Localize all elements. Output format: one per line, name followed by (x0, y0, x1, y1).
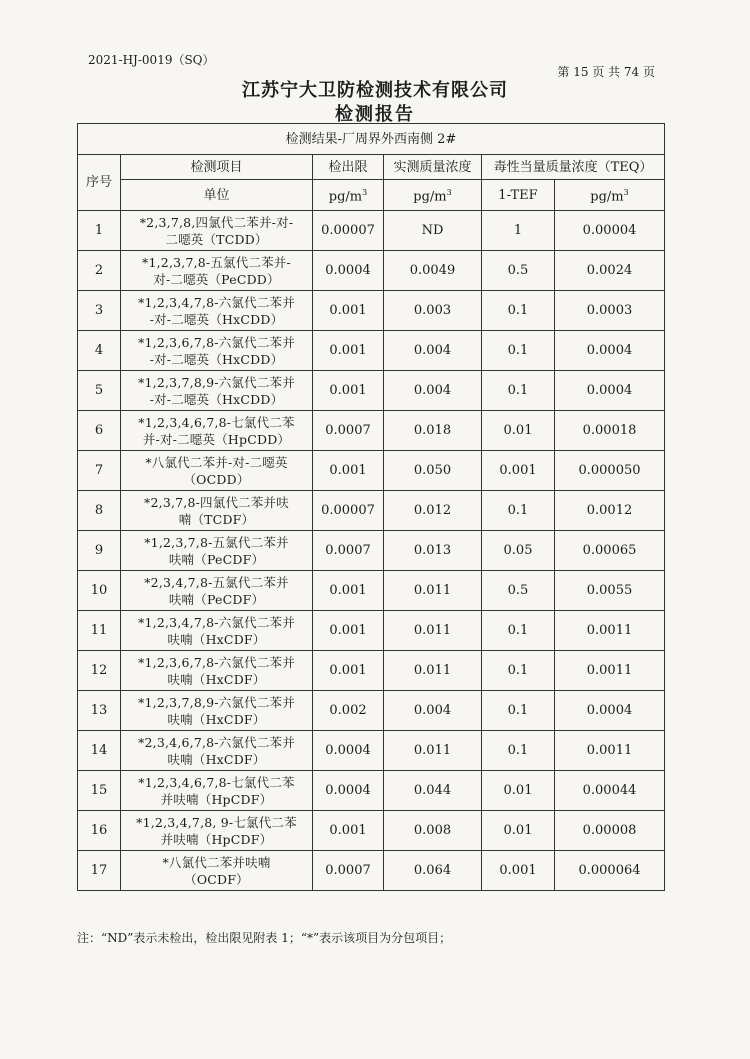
item-cell (121, 251, 313, 291)
tef-value: 0.1 (482, 731, 555, 771)
item-header: 检测项目 (121, 155, 313, 180)
item-name-line-1: *2,3,7,8,四氯代二苯并-对- (139, 214, 294, 230)
teq-header: 毒性当量质量浓度（TEQ） (482, 155, 665, 180)
item-name-line-2: 呋喃（HxCDF） (167, 671, 266, 687)
table-row (78, 731, 665, 771)
detection-limit: 0.001 (313, 331, 384, 371)
table-row (78, 291, 665, 331)
measured-value: 0.012 (384, 491, 482, 531)
tef-header: 1-TEF (482, 180, 555, 211)
measured-value: 0.050 (384, 451, 482, 491)
header-row-1 (78, 155, 665, 180)
item-name-line-1: *1,2,3,4,7,8, 9-七氯代二苯 (136, 814, 297, 830)
unit-text: pg/m (590, 189, 624, 205)
tef-value: 0.1 (482, 491, 555, 531)
teq-value: 0.0003 (555, 291, 665, 331)
teq-value: 0.0011 (555, 651, 665, 691)
unit-exponent: 3 (446, 188, 452, 198)
tef-value: 0.05 (482, 531, 555, 571)
table-row (78, 571, 665, 611)
item-name-line-1: *八氯代二苯并-对-二噁英 (145, 454, 288, 470)
table-row (78, 531, 665, 571)
unit-exponent: 3 (623, 188, 629, 198)
results-table (77, 123, 665, 891)
item-cell (121, 451, 313, 491)
row-number: 9 (78, 531, 121, 571)
item-name-line-2: （OCDD） (183, 471, 250, 487)
tef-value: 1 (482, 211, 555, 251)
teq-value: 0.0055 (555, 571, 665, 611)
lod-header: 检出限 (313, 155, 384, 180)
detection-limit: 0.002 (313, 691, 384, 731)
detection-limit: 0.001 (313, 291, 384, 331)
teq-value: 0.0004 (555, 371, 665, 411)
tef-value: 0.01 (482, 771, 555, 811)
header-row-2 (78, 180, 665, 211)
teq-value: 0.0012 (555, 491, 665, 531)
row-number: 6 (78, 411, 121, 451)
item-cell (121, 611, 313, 651)
measured-value: 0.064 (384, 851, 482, 891)
item-cell (121, 331, 313, 371)
item-cell (121, 571, 313, 611)
teq-value: 0.00065 (555, 531, 665, 571)
unit-exponent: 3 (362, 188, 368, 198)
item-name-line-2: -对-二噁英（HxCDD） (149, 391, 284, 407)
measured-header: 实测质量浓度 (384, 155, 482, 180)
row-number: 10 (78, 571, 121, 611)
row-number: 4 (78, 331, 121, 371)
detection-limit: 0.00007 (313, 491, 384, 531)
teq-value: 0.000050 (555, 451, 665, 491)
tef-value: 0.01 (482, 411, 555, 451)
measured-value: 0.004 (384, 331, 482, 371)
measured-value: 0.004 (384, 371, 482, 411)
measured-value: 0.0049 (384, 251, 482, 291)
table-row (78, 651, 665, 691)
item-name-line-1: *1,2,3,7,8-五氯代二苯并 (144, 534, 289, 550)
item-name-line-1: *1,2,3,7,8,9-六氯代二苯并 (138, 374, 295, 390)
item-name-line-2: 并-对-二噁英（HpCDD） (142, 431, 291, 447)
tef-value: 0.1 (482, 611, 555, 651)
item-name-line-1: *1,2,3,4,7,8-六氯代二苯并 (138, 294, 295, 310)
document-id: 2021-HJ-0019（SQ） (88, 53, 215, 67)
item-name-line-2: 呋喃（HxCDF） (167, 711, 266, 727)
item-cell (121, 811, 313, 851)
detection-limit: 0.0004 (313, 251, 384, 291)
teq-value: 0.0024 (555, 251, 665, 291)
row-number: 7 (78, 451, 121, 491)
table-row (78, 211, 665, 251)
item-cell (121, 211, 313, 251)
item-name-line-2: -对-二噁英（HxCDD） (149, 311, 284, 327)
item-name-line-1: *1,2,3,6,7,8-六氯代二苯并 (138, 334, 295, 350)
item-cell (121, 371, 313, 411)
item-name-line-2: 呋喃（HxCDF） (167, 631, 266, 647)
teq-value: 0.00044 (555, 771, 665, 811)
measured-value: 0.044 (384, 771, 482, 811)
report-title: 检测报告 (335, 104, 415, 125)
item-name-line-2: 喃（TCDF） (178, 511, 255, 527)
measured-value: 0.011 (384, 651, 482, 691)
measured-value: 0.004 (384, 691, 482, 731)
item-name-line-2: （OCDF） (184, 871, 249, 887)
detection-limit: 0.0007 (313, 531, 384, 571)
item-cell (121, 531, 313, 571)
measured-value: 0.011 (384, 731, 482, 771)
table-body (78, 211, 665, 891)
detection-limit: 0.001 (313, 371, 384, 411)
row-number: 16 (78, 811, 121, 851)
detection-limit: 0.001 (313, 651, 384, 691)
row-number: 15 (78, 771, 121, 811)
measured-value: 0.008 (384, 811, 482, 851)
page-number: 第 15 页 共 74 页 (557, 65, 655, 79)
detection-limit: 0.001 (313, 811, 384, 851)
table-row (78, 491, 665, 531)
measured-value: 0.003 (384, 291, 482, 331)
table-row (78, 811, 665, 851)
unit-cell (555, 180, 665, 211)
detection-limit: 0.00007 (313, 211, 384, 251)
item-name-line-1: *1,2,3,4,6,7,8-七氯代二苯 (138, 774, 295, 790)
row-number: 11 (78, 611, 121, 651)
teq-value: 0.00004 (555, 211, 665, 251)
table-row (78, 451, 665, 491)
item-name-line-2: 对-二噁英（PeCDD） (153, 271, 280, 287)
item-name-line-1: *1,2,3,6,7,8-六氯代二苯并 (138, 654, 295, 670)
teq-value: 0.00018 (555, 411, 665, 451)
item-name-line-1: *2,3,4,6,7,8-六氯代二苯并 (138, 734, 295, 750)
item-name-line-1: *1,2,3,7,8,9-六氯代二苯并 (138, 694, 295, 710)
tef-value: 0.001 (482, 851, 555, 891)
detection-limit: 0.001 (313, 571, 384, 611)
detection-limit: 0.0004 (313, 731, 384, 771)
table-title-row (78, 124, 665, 155)
item-cell (121, 291, 313, 331)
row-number: 8 (78, 491, 121, 531)
detection-limit: 0.0004 (313, 771, 384, 811)
item-name-line-1: *2,3,7,8-四氯代二苯并呋 (144, 494, 289, 510)
row-number: 5 (78, 371, 121, 411)
item-cell (121, 771, 313, 811)
table-row (78, 771, 665, 811)
footnote: 注：“ND”表示未检出，检出限见附表 1；“*”表示该项目为分包项目； (77, 931, 452, 945)
teq-value: 0.0011 (555, 731, 665, 771)
detection-limit: 0.0007 (313, 411, 384, 451)
unit-cell (384, 180, 482, 211)
row-number: 17 (78, 851, 121, 891)
item-name-line-2: 二噁英（TCDD） (165, 231, 268, 247)
tef-value: 0.01 (482, 811, 555, 851)
item-name-line-1: *1,2,3,4,6,7,8-七氯代二苯 (138, 414, 295, 430)
table-row (78, 371, 665, 411)
tef-value: 0.1 (482, 371, 555, 411)
item-name-line-2: -对-二噁英（HxCDD） (149, 351, 284, 367)
detection-limit: 0.001 (313, 451, 384, 491)
item-name-line-2: 呋喃（PeCDF） (168, 551, 265, 567)
tef-value: 0.1 (482, 691, 555, 731)
teq-value: 0.0011 (555, 611, 665, 651)
item-name-line-2: 呋喃（HxCDF） (167, 751, 266, 767)
item-cell (121, 691, 313, 731)
item-cell (121, 491, 313, 531)
item-cell (121, 731, 313, 771)
detection-limit: 0.0007 (313, 851, 384, 891)
row-number: 13 (78, 691, 121, 731)
table-row (78, 851, 665, 891)
item-name-line-1: *1,2,3,7,8-五氯代二苯并- (142, 254, 291, 270)
item-name-line-2: 并呋喃（HpCDF） (160, 831, 273, 847)
row-number: 3 (78, 291, 121, 331)
item-name-line-1: *2,3,4,7,8-五氯代二苯并 (144, 574, 289, 590)
table-row (78, 331, 665, 371)
measured-value: 0.013 (384, 531, 482, 571)
row-number: 1 (78, 211, 121, 251)
table-row (78, 411, 665, 451)
item-cell (121, 651, 313, 691)
table-row (78, 251, 665, 291)
measured-value: ND (384, 211, 482, 251)
company-name: 江苏宁大卫防检测技术有限公司 (242, 80, 508, 101)
row-number: 14 (78, 731, 121, 771)
row-number: 12 (78, 651, 121, 691)
item-name-line-2: 并呋喃（HpCDF） (160, 791, 273, 807)
tef-value: 0.5 (482, 571, 555, 611)
measured-value: 0.011 (384, 571, 482, 611)
tef-value: 0.001 (482, 451, 555, 491)
item-name-line-1: *1,2,3,4,7,8-六氯代二苯并 (138, 614, 295, 630)
item-name-line-1: *八氯代二苯并呋喃 (162, 854, 271, 870)
measured-value: 0.011 (384, 611, 482, 651)
tef-value: 0.1 (482, 331, 555, 371)
unit-cell (313, 180, 384, 211)
item-cell (121, 851, 313, 891)
teq-value: 0.0004 (555, 691, 665, 731)
teq-value: 0.00008 (555, 811, 665, 851)
detection-limit: 0.001 (313, 611, 384, 651)
table-row (78, 611, 665, 651)
item-cell (121, 411, 313, 451)
unit-text: pg/m (328, 189, 363, 205)
table-title: 检测结果-厂周界外西南侧 2# (78, 124, 665, 155)
row-number: 2 (78, 251, 121, 291)
seq-header: 序号 (78, 155, 121, 211)
measured-value: 0.018 (384, 411, 482, 451)
tef-value: 0.1 (482, 291, 555, 331)
unit-text: pg/m (413, 189, 447, 205)
tef-value: 0.1 (482, 651, 555, 691)
teq-value: 0.000064 (555, 851, 665, 891)
teq-value: 0.0004 (555, 331, 665, 371)
table-row (78, 691, 665, 731)
tef-value: 0.5 (482, 251, 555, 291)
item-name-line-2: 呋喃（PeCDF） (168, 591, 265, 607)
unit-label: 单位 (121, 180, 313, 211)
